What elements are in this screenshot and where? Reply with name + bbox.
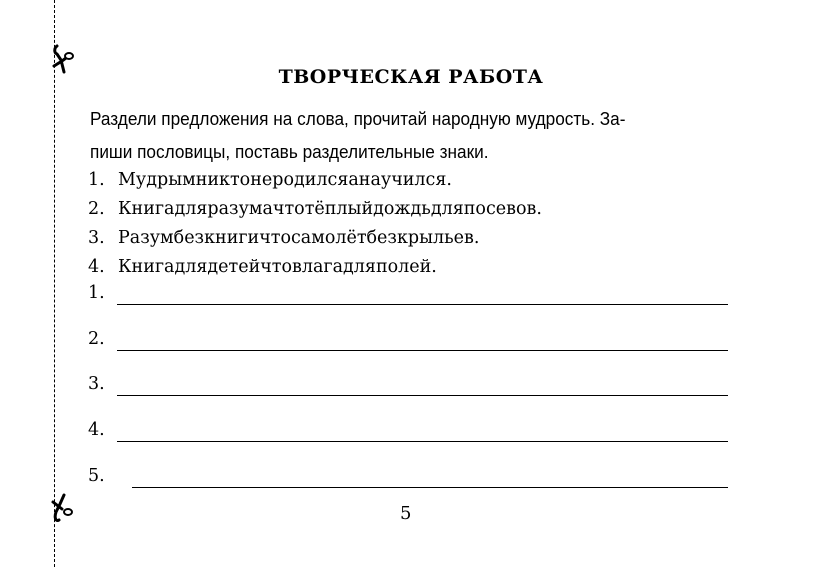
write-line[interactable] xyxy=(117,395,728,396)
scissors-icon xyxy=(50,492,74,526)
answer-number: 3. xyxy=(88,374,105,394)
page-number: 5 xyxy=(400,503,412,524)
sentence-text: Мудрымниктонеродилсяанаучился. xyxy=(118,170,452,190)
answer-number: 4. xyxy=(88,420,105,440)
write-line[interactable] xyxy=(117,350,728,351)
answer-number: 1. xyxy=(88,283,105,303)
sentence-number: 3. xyxy=(88,228,105,248)
instruction-text xyxy=(90,102,695,168)
answer-number: 5. xyxy=(88,466,105,486)
sentence-text: Книгадлядетейчтовлагадляполей. xyxy=(118,257,437,277)
answer-line-4[interactable] xyxy=(88,414,728,444)
instruction-line: пиши пословицы, поставь разделительные знаки. xyxy=(90,141,489,162)
sentence-list xyxy=(88,166,542,282)
write-line[interactable] xyxy=(132,487,728,488)
answer-line-1[interactable] xyxy=(88,277,728,307)
sentence-number: 2. xyxy=(88,199,105,219)
sentence-item xyxy=(88,195,542,224)
sentence-text: Разумбезкнигичтосамолётбезкрыльев. xyxy=(118,228,480,248)
sentence-number: 4. xyxy=(88,257,105,277)
sentence-text: Книгадляразумачтотёплыйдождьдляпосевов. xyxy=(118,199,542,219)
sentence-item xyxy=(88,166,542,195)
write-line[interactable] xyxy=(117,304,728,305)
instruction-line: Раздели предложения на слова, прочитай народную мудрость. За- xyxy=(90,108,626,129)
sentence-item xyxy=(88,224,542,253)
page-title: ТВОРЧЕСКАЯ РАБОТА xyxy=(278,66,544,88)
answer-line-5[interactable] xyxy=(88,460,728,490)
answer-number: 2. xyxy=(88,329,105,349)
write-line[interactable] xyxy=(117,441,728,442)
answer-line-2[interactable] xyxy=(88,323,728,353)
sentence-number: 1. xyxy=(88,170,105,190)
answer-line-3[interactable] xyxy=(88,368,728,398)
